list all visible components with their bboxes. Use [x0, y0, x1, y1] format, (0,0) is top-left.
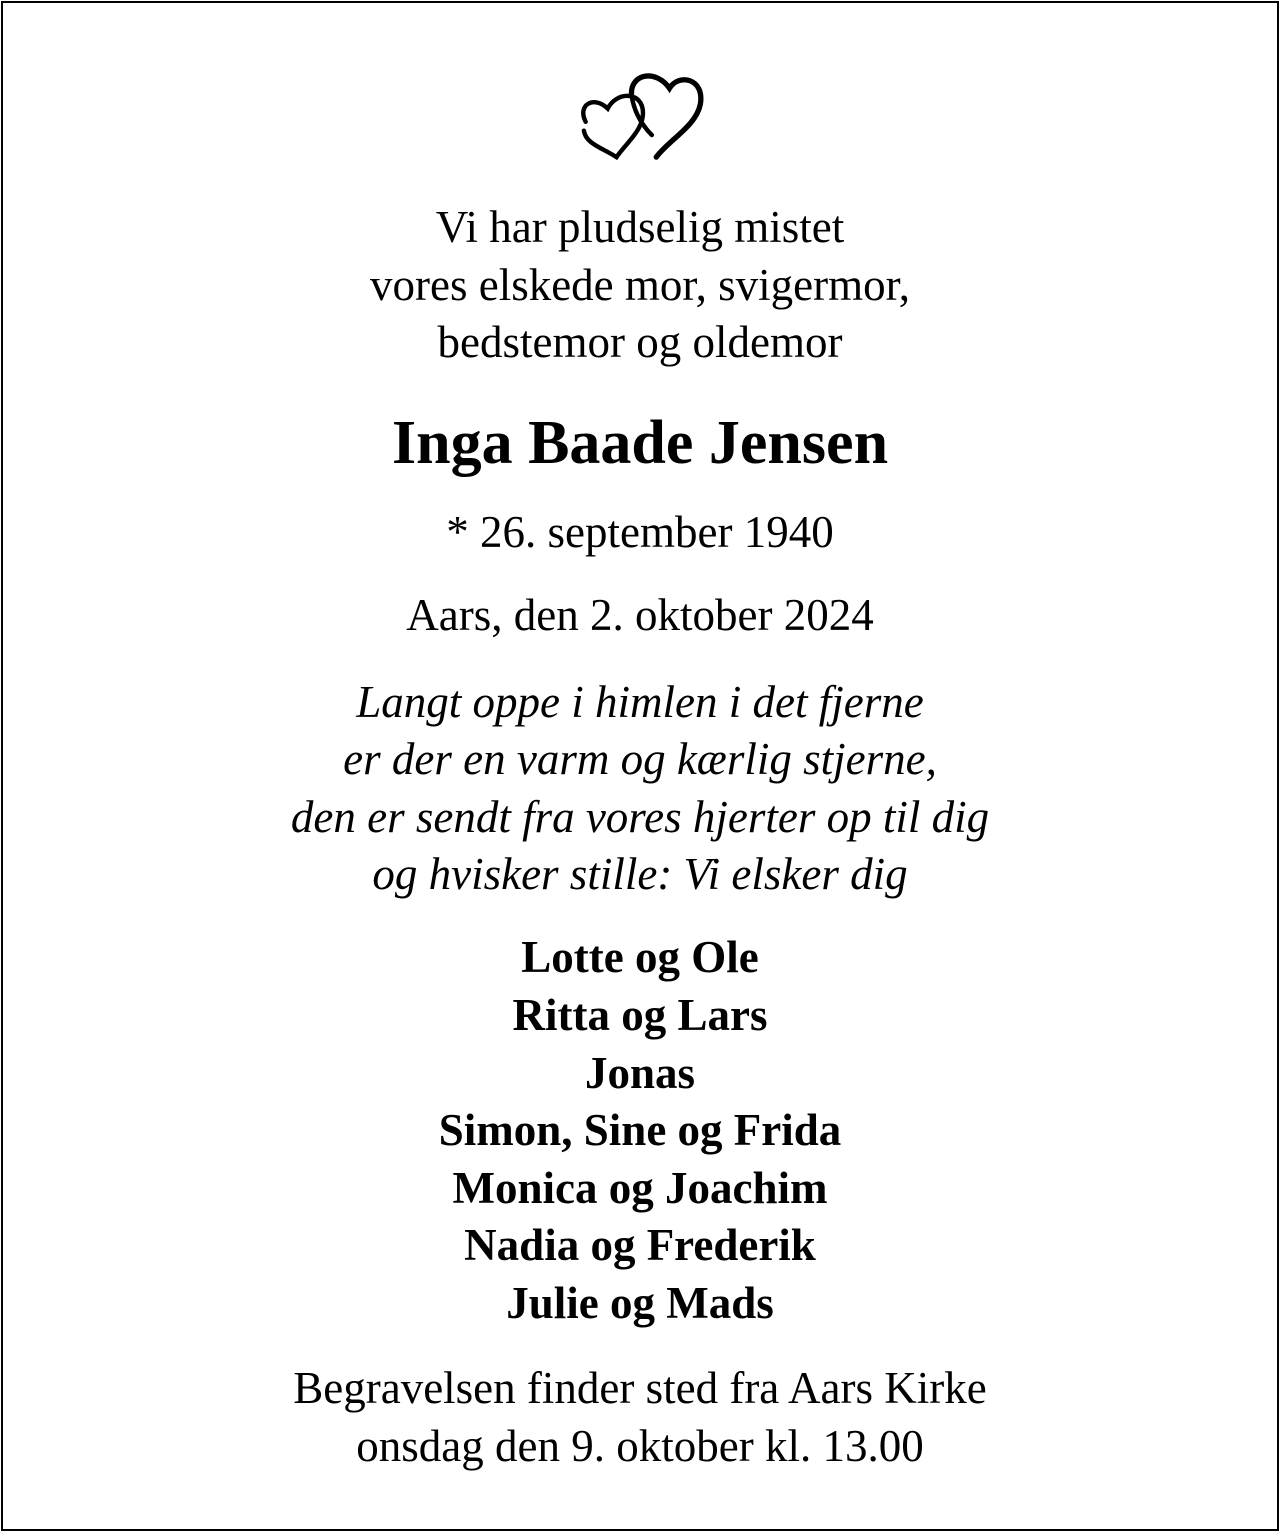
poem-line: den er sendt fra vores hjerter op til dig: [290, 792, 990, 842]
funeral-info: Begravelsen finder sted fra Aars Kirke: [293, 1363, 987, 1413]
family-member: Nadia og Frederik: [464, 1220, 816, 1270]
poem-line: Langt oppe i himlen i det fjerne: [356, 677, 924, 727]
funeral-info: onsdag den 9. oktober kl. 13.00: [356, 1421, 924, 1471]
family-member: Simon, Sine og Frida: [438, 1105, 842, 1155]
family-member: Monica og Joachim: [452, 1163, 828, 1213]
intro-line: vores elskede mor, svigermor,: [370, 260, 910, 310]
family-member: Jonas: [584, 1048, 696, 1098]
deceased-name: Inga Baade Jensen: [391, 409, 889, 477]
family-member: Julie og Mads: [506, 1278, 774, 1328]
birth-date: * 26. september 1940: [446, 507, 834, 557]
family-member: Lotte og Ole: [521, 932, 759, 982]
two-hearts-icon: [568, 58, 718, 168]
poem-line: er der en varm og kærlig stjerne,: [343, 734, 937, 784]
intro-line: bedstemor og oldemor: [437, 317, 843, 367]
intro-line: Vi har pludselig mistet: [435, 202, 845, 252]
place-and-date: Aars, den 2. oktober 2024: [406, 590, 874, 640]
family-member: Ritta og Lars: [512, 990, 768, 1040]
poem-line: og hvisker stille: Vi elsker dig: [372, 849, 908, 899]
